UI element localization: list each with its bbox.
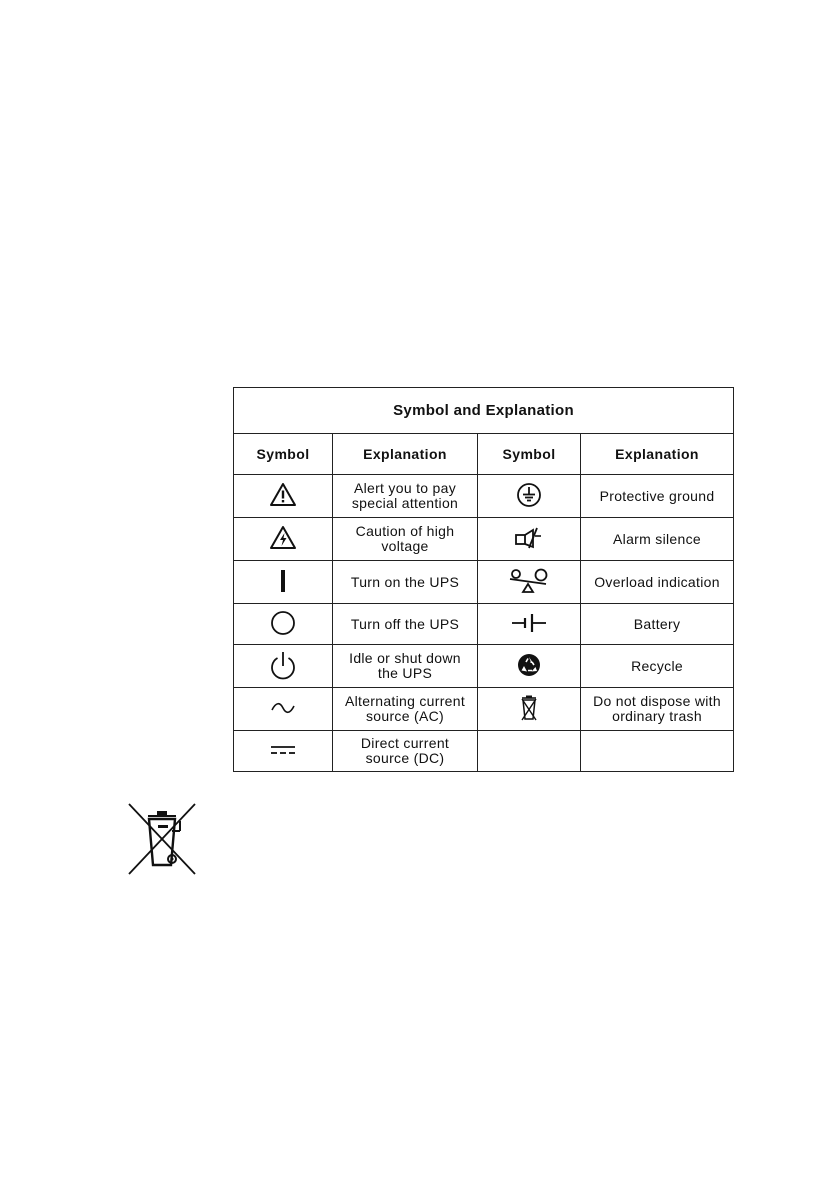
explanation-text: Overload indication	[581, 561, 734, 604]
explanation-text: Alert you to pay special attention	[333, 475, 478, 518]
header-explanation-2: Explanation	[581, 434, 734, 475]
explanation-text: Protective ground	[581, 475, 734, 518]
warning-triangle-icon	[269, 482, 297, 508]
explanation-text: Recycle	[581, 645, 734, 688]
explanation-text: Battery	[581, 604, 734, 645]
table-row	[234, 475, 734, 518]
crossed-out-bin-icon	[128, 803, 196, 875]
empty-cell	[478, 731, 581, 772]
table-row	[234, 561, 734, 604]
explanation-text: Alternating current source (AC)	[333, 688, 478, 731]
table-row	[234, 731, 734, 772]
standby-icon	[269, 650, 297, 680]
explanation-text: Idle or shut down the UPS	[333, 645, 478, 688]
table-row	[234, 604, 734, 645]
explanation-text: Alarm silence	[581, 518, 734, 561]
explanation-text: Do not dispose with ordinary trash	[581, 688, 734, 731]
explanation-text: Caution of high voltage	[333, 518, 478, 561]
symbol-table	[233, 387, 734, 772]
recycle-icon	[516, 652, 542, 678]
table-row	[234, 518, 734, 561]
ac-icon	[270, 701, 296, 715]
overload-icon	[508, 567, 550, 595]
explanation-text: Turn off the UPS	[333, 604, 478, 645]
weee-bin-icon	[519, 694, 539, 722]
high-voltage-icon	[269, 525, 297, 551]
battery-icon	[510, 612, 548, 634]
explanation-text: Direct current source (DC)	[333, 731, 478, 772]
empty-cell	[581, 731, 734, 772]
table-row	[234, 688, 734, 731]
alarm-silence-icon	[514, 527, 544, 549]
protective-ground-icon	[516, 482, 542, 508]
table-title: Symbol and Explanation	[234, 388, 734, 434]
explanation-text: Turn on the UPS	[333, 561, 478, 604]
header-explanation-1: Explanation	[333, 434, 478, 475]
table-row	[234, 645, 734, 688]
dc-icon	[269, 744, 297, 756]
header-symbol-1: Symbol	[234, 434, 333, 475]
power-off-icon	[270, 610, 296, 636]
header-symbol-2: Symbol	[478, 434, 581, 475]
power-on-icon	[278, 568, 288, 594]
